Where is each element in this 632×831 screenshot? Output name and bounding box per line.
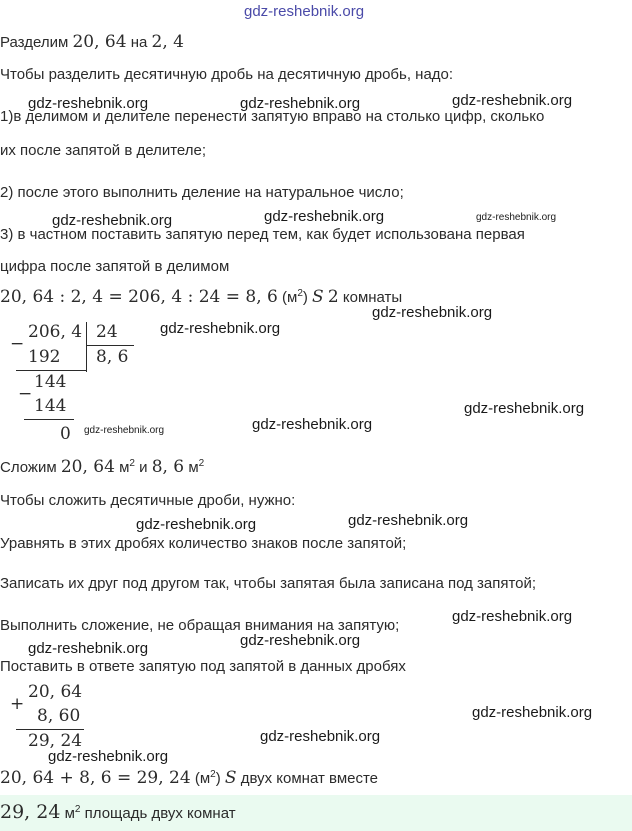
long-division-line-2 [24,419,74,420]
watermark: gdz-reshebnik.org [240,95,361,112]
area-symbol: S [312,287,324,307]
unit-exponent: 2 [210,769,216,780]
watermark: gdz-reshebnik.org [252,416,373,433]
unit-close: ) [302,289,308,306]
long-division-minus-2: − [18,384,33,404]
intro-word: Сложим [0,459,57,476]
addition-step-1: Уравнять в этих дробях количество знаков после запятой; [0,535,407,552]
watermark: gdz-reshebnik.org [160,320,281,337]
division-rule-heading: Чтобы разделить десятичную дробь на десятичную дробь, надо: [0,66,454,83]
long-division-quotient: 8, 6 [96,347,129,367]
watermark: gdz-reshebnik.org [48,748,169,765]
watermark: gdz-reshebnik.org [348,512,469,529]
equation-text: 20, 64 : 2, 4 = 206, 4 : 24 = 8, 6 [0,287,278,307]
answer-unit-exponent: 2 [74,804,81,815]
watermark: gdz-reshebnik.org [452,608,573,625]
unit-exponent: 2 [198,458,205,469]
long-division-line-1 [16,370,86,371]
watermark: gdz-reshebnik.org [240,632,361,649]
unit-open: (м [194,770,211,787]
division-rule-1-line-2: их после запятой в делителе; [0,142,207,159]
intro-word: Разделим [0,34,69,51]
long-division-subtrahend-2: 144 [34,396,67,416]
equation-text: 20, 64 + 8, 6 = 29, 24 [0,768,191,788]
unit-exponent: 2 [297,288,303,299]
area-symbol: S [224,768,237,788]
answer-value: 29, 24 [0,801,61,823]
long-division-subtrahend-1: 192 [28,347,61,367]
watermark: gdz-reshebnik.org [84,425,165,436]
addition-rule-heading: Чтобы сложить десятичные дроби, нужно: [0,492,296,509]
rooms-count: 2 [327,287,339,307]
long-division-minus-1: − [10,334,25,354]
watermark: gdz-reshebnik.org [28,95,149,112]
long-division-divisor: 24 [96,322,118,342]
addition-title [0,457,204,477]
watermark: gdz-reshebnik.org [264,208,385,225]
unit-exponent: 2 [129,458,135,469]
long-division-dividend: 206, 4 [28,322,83,342]
conjunction: и [139,459,148,476]
long-division-remainder-1: 144 [34,372,67,392]
column-addition-a: 20, 64 [28,682,83,702]
column-addition-line [16,729,84,730]
division-rule-3-line-2: цифра после запятой в делимом [0,258,230,275]
column-addition-sum: 29, 24 [28,731,83,751]
column-addition-plus: + [10,694,25,714]
division-title [0,32,184,52]
addend-a: 20, 64 [60,457,115,477]
watermark: gdz-reshebnik.org [452,92,573,109]
unit: м [188,459,199,476]
watermark: gdz-reshebnik.org [464,400,585,417]
addition-step-2: Записать их друг под другом так, чтобы запятая была записана под запятой; [0,575,537,592]
unit-close: ) [215,770,221,787]
answer-box [0,795,632,831]
rooms-word: комнаты [342,289,403,306]
addition-result-line [0,768,378,788]
answer-text: площадь двух комнат [84,805,236,822]
result-text: двух комнат вместе [240,770,379,787]
watermark: gdz-reshebnik.org [52,212,173,229]
watermark-top: gdz-reshebnik.org [244,3,365,20]
long-division-vertical-bar [86,322,87,372]
column-addition-b: 8, 60 [37,706,81,726]
long-division-result: 0 [60,424,71,444]
division-rule-2: 2) после этого выполнить деление на натуральное число; [0,184,404,201]
divisor-value: 2, 4 [151,32,184,52]
dividend-value: 20, 64 [72,32,127,52]
conjunction: на [130,34,148,51]
unit-open: (м [282,289,298,306]
division-rule-3-line-1: 3) в частном поставить запятую перед тем, как будет использована первая [0,226,525,243]
answer-unit: м [64,805,75,822]
unit: м [119,459,130,476]
watermark: gdz-reshebnik.org [28,640,149,657]
addend-b: 8, 6 [151,457,185,477]
long-division-divisor-line [86,345,134,346]
division-equation [0,287,402,307]
division-rule-1-line-1: 1)в делимом и делителе перенести запятую вправо на столько цифр, сколько [0,108,545,125]
addition-step-3: Выполнить сложение, не обращая внимания на запятую; [0,617,400,634]
watermark: gdz-reshebnik.org [260,728,381,745]
watermark: gdz-reshebnik.org [136,516,257,533]
watermark: gdz-reshebnik.org [372,304,493,321]
watermark: gdz-reshebnik.org [476,212,557,223]
addition-step-4: Поставить в ответе запятую под запятой в данных дробях [0,658,406,675]
watermark: gdz-reshebnik.org [472,704,593,721]
